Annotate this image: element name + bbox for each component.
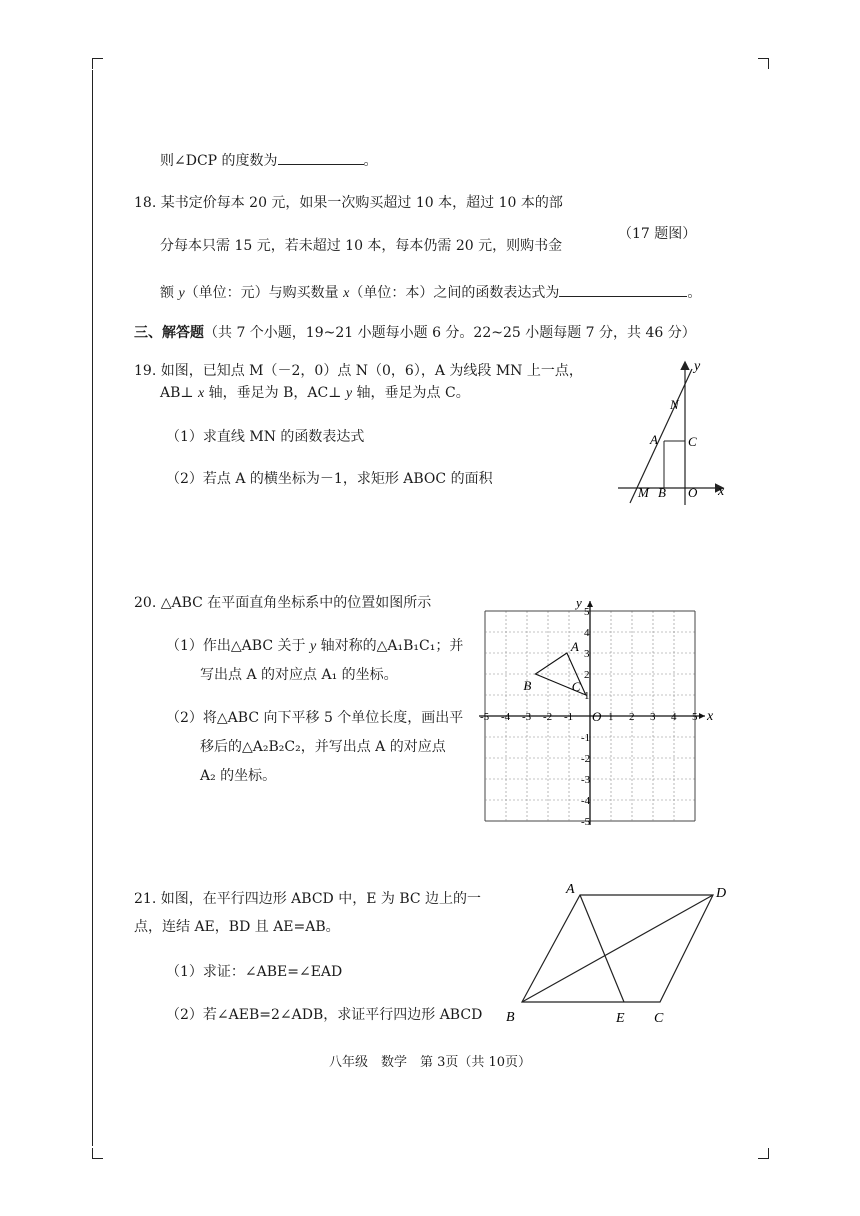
q19-label-n: N — [670, 397, 679, 412]
y-tick-label: 2 — [584, 669, 590, 681]
q19-sub2: （2）若点 A 的横坐标为－1，求矩形 ABOC 的面积 — [166, 471, 493, 487]
q18-line3 — [160, 282, 701, 303]
q20-sub2-line2: 移后的△A₂B₂C₂，并写出点 A 的对应点 — [200, 739, 446, 755]
section3-header — [134, 324, 696, 342]
q19-line2-x: x — [198, 386, 205, 401]
q21-line2: 点，连结 AE，BD 且 AE=AB。 — [134, 919, 340, 935]
section3-title: 三、解答题 — [134, 325, 204, 341]
q19-line2-a: AB⊥ — [160, 385, 199, 401]
x-tick-label: 5 — [692, 711, 698, 723]
q19-label-o: O — [688, 485, 698, 500]
q21-label-a: A — [566, 882, 575, 897]
y-tick-label: -3 — [581, 774, 591, 786]
q20-sub2-line3: A₂ 的坐标。 — [200, 768, 277, 784]
x-tick-label: -5 — [480, 711, 490, 723]
q19-line1: 19. 如图，已知点 M（－2，0）点 N（0，6），A 为线段 MN 上一点， — [134, 363, 583, 379]
q18-line3-a: 额 — [160, 285, 179, 301]
q17-tail-end: 。 — [363, 153, 378, 169]
q17-answer-blank[interactable] — [278, 150, 364, 165]
y-tick-label: -2 — [581, 753, 591, 765]
y-tick-label: 1 — [584, 690, 590, 702]
q19-label-y: y — [694, 359, 701, 374]
q19-label-x: x — [718, 484, 725, 499]
y-tick-label: 5 — [584, 606, 590, 618]
q20-sub1 — [166, 637, 463, 656]
q20-sub2-line1: （2）将△ABC 向下平移 5 个单位长度，画出平 — [166, 710, 464, 726]
q19-line-mn — [630, 369, 692, 503]
y-tick-label: -1 — [581, 732, 591, 744]
q17-tail-text: 则∠DCP 的度数为 — [160, 153, 278, 169]
q18-answer-blank[interactable] — [559, 282, 687, 297]
q18-line1: 18. 某书定价每本 20 元，如果一次购买超过 10 本，超过 10 本的部 — [134, 195, 563, 211]
x-tick-label: 2 — [629, 711, 635, 723]
q20-grid-figure — [480, 582, 730, 828]
left-margin-line — [92, 70, 93, 1146]
y-axis-label: y — [576, 595, 582, 610]
q18-var-y: y — [178, 286, 185, 301]
x-tick-label: -4 — [501, 711, 511, 723]
q19-line2-c: 轴，垂足为点 C。 — [352, 385, 470, 401]
q20-sub1-a: （1）作出△ABC 关于 — [166, 638, 310, 654]
q21-sub1: （1）求证：∠ABE=∠EAD — [166, 964, 343, 980]
q18-end: 。 — [687, 285, 702, 301]
q20-line1: 20. △ABC 在平面直角坐标系中的位置如图所示 — [134, 595, 432, 611]
y-tick-label: 4 — [584, 627, 590, 639]
y-tick-label: -4 — [581, 795, 591, 807]
q21-figure — [500, 876, 740, 1028]
y-tick-label: -5 — [581, 816, 591, 828]
q19-label-c: C — [688, 434, 697, 449]
q19-figure — [610, 355, 740, 515]
q19-line2 — [160, 384, 470, 403]
q20-sub1-y: y — [309, 639, 317, 654]
q19-line2-y: y — [345, 386, 353, 401]
q21-label-c: C — [654, 1011, 664, 1026]
label-c: C — [571, 679, 581, 694]
q19-label-b: B — [658, 485, 666, 500]
label-a: A — [570, 639, 579, 654]
x-tick-label: -3 — [522, 711, 532, 723]
q18-var-x: x — [343, 286, 350, 301]
fig17-caption: （17 题图） — [618, 226, 697, 242]
q18-line3-c: （单位：本）之间的函数表达式为 — [349, 285, 560, 301]
x-axis-label: x — [707, 709, 714, 724]
q21-sub2: （2）若∠AEB=2∠ADB，求证平行四边形 ABCD — [166, 1007, 483, 1023]
q21-label-e: E — [616, 1011, 625, 1026]
q19-sub1: （1）求直线 MN 的函数表达式 — [166, 429, 365, 445]
label-b: B — [523, 678, 532, 693]
q21-line1: 21. 如图，在平行四边形 ABCD 中，E 为 BC 边上的一 — [134, 891, 482, 907]
q17-tail — [160, 150, 378, 170]
y-tick-label: 3 — [584, 648, 590, 660]
q20-sub1-line2: 写出点 A 的对应点 A₁ 的坐标。 — [200, 667, 398, 683]
frame-corner-bottom-right — [758, 1148, 769, 1159]
q21-label-b: B — [506, 1010, 515, 1025]
frame-corner-bottom-left — [92, 1148, 103, 1159]
origin-label: O — [592, 709, 602, 724]
q19-label-m: M — [638, 485, 649, 500]
x-tick-label: 1 — [608, 711, 614, 723]
section3-desc: （共 7 个小题，19~21 小题每小题 6 分。22~25 小题每题 7 分，共 46 分） — [204, 325, 696, 341]
x-axis-arrow — [699, 713, 705, 719]
x-tick-label: 3 — [650, 711, 656, 723]
x-tick-label: 4 — [671, 711, 677, 723]
q19-line2-b: 轴，垂足为 B，AC⊥ — [204, 385, 346, 401]
q18-line2: 分每本只需 15 元，若未超过 10 本，每本仍需 20 元，则购书金 — [160, 238, 563, 254]
frame-corner-top-left — [92, 58, 103, 69]
q20-sub1-b: 轴对称的△A₁B₁C₁；并 — [316, 638, 464, 654]
q18-line3-b: （单位：元）与购买数量 — [184, 285, 344, 301]
q19-label-a: A — [650, 432, 658, 447]
x-tick-label: -2 — [543, 711, 553, 723]
page-footer: 八年级 数学 第 3页（共 10页） — [328, 1055, 532, 1070]
q21-label-d: D — [716, 886, 727, 901]
frame-corner-top-right — [758, 58, 769, 69]
x-tick-label: -1 — [564, 711, 574, 723]
